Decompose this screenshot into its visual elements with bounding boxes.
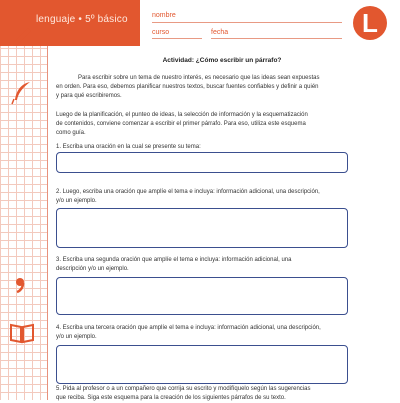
course-label: curso — [152, 29, 170, 36]
badge-letter: L — [362, 8, 378, 38]
name-field[interactable] — [152, 22, 342, 23]
student-fields — [140, 0, 346, 46]
planning-line: como guía. — [56, 130, 86, 136]
course-field[interactable] — [152, 38, 202, 39]
answer-box-1[interactable] — [56, 152, 348, 173]
margin-line — [47, 0, 48, 400]
open-book-icon — [8, 318, 36, 346]
question-line: y/o un ejemplo. — [56, 198, 97, 204]
question-line: 4. Escriba una tercera oración que amplíe el tema e incluya: información adicional, una descripción, — [56, 325, 321, 331]
question-line: 2. Luego, escriba una oración que amplíe el tema e incluya: información adicional, una descripción, — [56, 189, 320, 195]
intro-line: en orden. Para eso, debemos planificar nuestros textos, buscar fuentes confiables y definir a quién — [56, 84, 319, 90]
question-5 — [56, 385, 310, 403]
question-line: y/o un ejemplo. — [56, 334, 97, 340]
planning-paragraph — [56, 111, 308, 138]
date-field[interactable] — [211, 38, 342, 39]
name-label: nombre — [152, 12, 176, 19]
intro-paragraph — [56, 74, 319, 101]
comma-icon — [8, 268, 36, 296]
subject-badge — [353, 6, 387, 40]
intro-line: y para qué escribiremos. — [56, 93, 122, 99]
subject-label: lenguaje • 5º básico — [36, 14, 128, 25]
answer-box-4[interactable] — [56, 345, 348, 384]
planning-line: de contenidos, conviene comenzar a escribir el primer párrafo. Para eso, utiliza este esquema — [56, 121, 306, 127]
intro-line: Para escribir sobre un tema de nuestro interés, es necesario que las ideas sean expuestas — [78, 75, 320, 81]
activity-title: Actividad: ¿Cómo escribir un párrafo? — [162, 57, 282, 64]
question-line: que reciba. Siga este esquema para la creación de los siguientes párrafos de su texto. — [56, 395, 286, 401]
pencil-icon — [8, 20, 36, 48]
question-4 — [56, 324, 321, 342]
question-line: 3. Escriba una segunda oración que amplíe el tema e incluya: información adicional, una — [56, 257, 292, 263]
question-1 — [56, 143, 201, 152]
question-line: 5. Pida al profesor o a un compañero que corrija su escrito y modifíquelo según las sugerencias — [56, 386, 311, 392]
answer-box-3[interactable] — [56, 277, 348, 315]
quill-icon — [8, 78, 36, 106]
planning-line: Luego de la planificación, el punteo de ideas, la selección de información y la esquematización — [56, 112, 308, 118]
question-line: 1. Escriba una oración en la cual se presente su tema: — [56, 144, 201, 150]
question-line: descripción y/o un ejemplo. — [56, 266, 129, 272]
question-2 — [56, 188, 320, 206]
question-3 — [56, 256, 291, 274]
answer-box-2[interactable] — [56, 208, 348, 248]
page-header — [0, 0, 400, 46]
date-label: fecha — [211, 29, 229, 36]
